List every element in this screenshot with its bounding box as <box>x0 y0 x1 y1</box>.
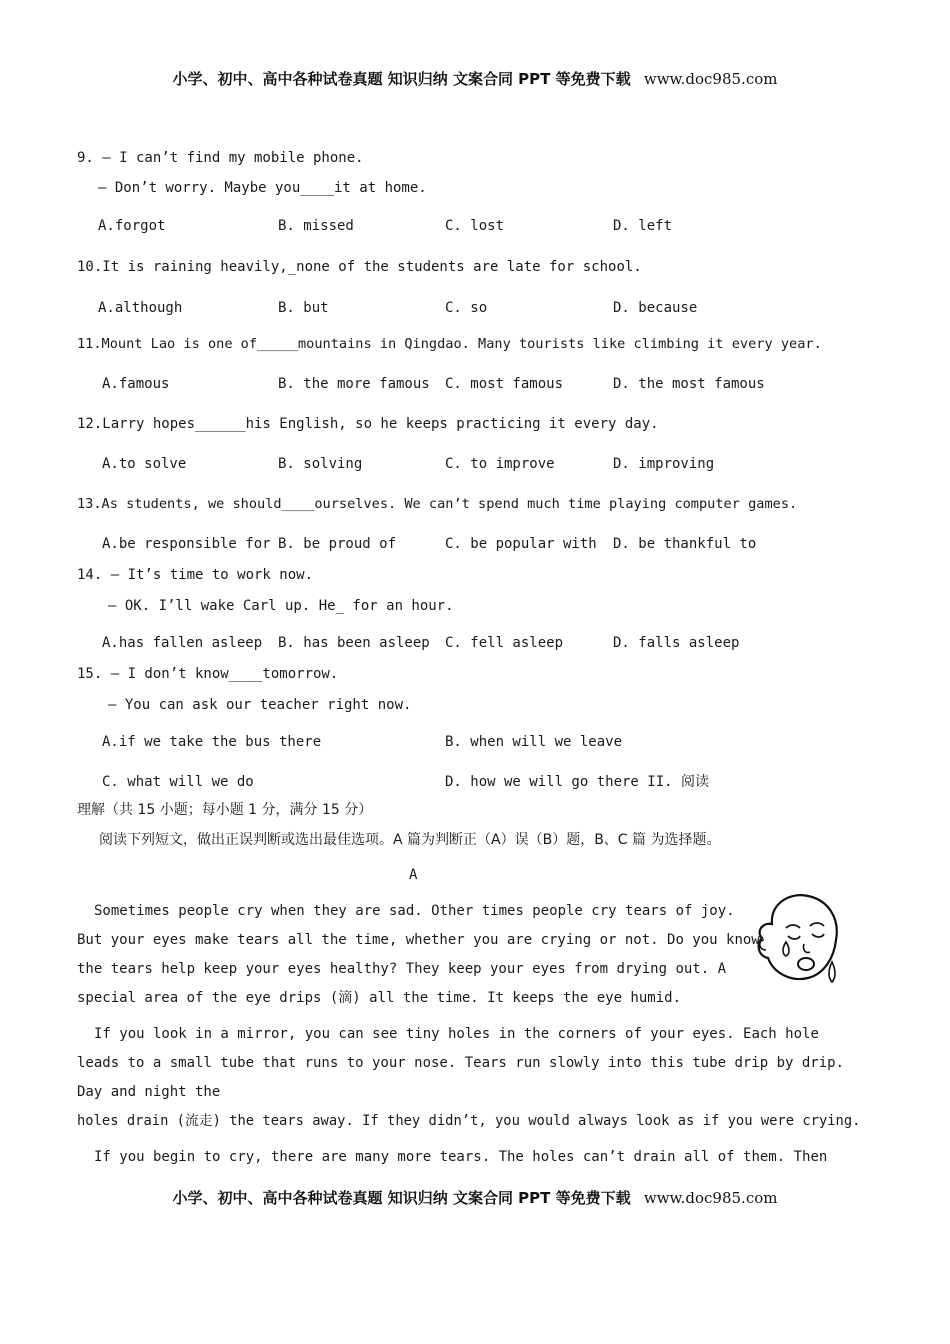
passage-p2-line3: Day and night the <box>77 1084 221 1100</box>
q15-option-c: C. what will we do <box>102 774 254 790</box>
q12-option-c: C. to improve <box>445 456 555 472</box>
q15-option-a: A.if we take the bus there <box>102 734 322 750</box>
section-heading-cont: 理解（共 15 小题；每小题 1 分，满分 15 分） <box>77 802 373 818</box>
section-instruction: 阅读下列短文，做出正误判断或选出最佳选项。A 篇为判断正（A）误（B）题，B、C 篇 为选择题。 <box>99 832 721 848</box>
passage-p1-line1: Sometimes people cry when they are sad. Other times people cry tears of joy. <box>94 903 735 919</box>
q10-prompt: 10.It is raining heavily,_none of the students are late for school. <box>77 259 642 275</box>
q11-option-c: C. most famous <box>445 376 564 392</box>
q9-option-b: B. missed <box>278 218 354 234</box>
passage-p1-line4: special area of the eye drips (滴) all the time. It keeps the eye humid. <box>77 990 682 1006</box>
passage-p1-line3: the tears help keep your eyes healthy? They keep your eyes from drying out. A <box>77 961 727 977</box>
q11-prompt: 11.Mount Lao is one of_____mountains in Qingdao. Many tourists like climbing it every year. <box>77 336 822 352</box>
q12-option-a: A.to solve <box>102 456 187 472</box>
q13-option-c: C. be popular with <box>445 536 597 552</box>
q12-option-d: D. improving <box>613 456 715 472</box>
header-text: 小学、初中、高中各种试卷真题 知识归纳 文案合同 PPT 等免费下载 <box>172 70 631 88</box>
q11-option-a: A.famous <box>102 376 170 392</box>
q15-option-d: D. how we will go there II. 阅读 <box>445 774 710 790</box>
q13-prompt: 13.As students, we should____ourselves. We can’t spend much time playing computer games. <box>77 496 798 512</box>
footer-url[interactable]: www.doc985.com <box>643 1189 778 1207</box>
q15-option-b: B. when will we leave <box>445 734 623 750</box>
crying-face-illustration <box>752 888 848 992</box>
page-footer <box>0 1187 950 1208</box>
passage-p2-line2: leads to a small tube that runs to your nose. Tears run slowly into this tube drip by drip. <box>77 1055 845 1071</box>
q11-option-b: B. the more famous <box>278 376 430 392</box>
q11-option-d: D. the most famous <box>613 376 765 392</box>
footer-text: 小学、初中、高中各种试卷真题 知识归纳 文案合同 PPT 等免费下载 <box>172 1189 631 1207</box>
passage-p1-line2: But your eyes make tears all the time, whether you are crying or not. Do you know <box>77 932 760 948</box>
q14-reply: — OK. I’ll wake Carl up. He_ for an hour. <box>108 598 454 614</box>
q14-option-d: D. falls asleep <box>613 635 740 651</box>
q9-option-d: D. left <box>613 218 673 234</box>
q14-prompt: 14. — It’s time to work now. <box>77 567 314 583</box>
q9-reply: — Don’t worry. Maybe you____it at home. <box>98 180 427 196</box>
q13-option-a: A.be responsible for <box>102 536 271 552</box>
q14-option-a: A.has fallen asleep <box>102 635 263 651</box>
q13-option-d: D. be thankful to <box>613 536 757 552</box>
q10-option-b: B. but <box>278 300 329 316</box>
q14-option-c: C. fell asleep <box>445 635 564 651</box>
page-header <box>0 68 950 89</box>
q14-option-b: B. has been asleep <box>278 635 430 651</box>
q12-prompt: 12.Larry hopes______his English, so he keeps practicing it every day. <box>77 416 659 432</box>
passage-p2-line4: holes drain (流走) the tears away. If they didn’t, you would always look as if you were crying. <box>77 1113 861 1129</box>
passage-p2-line1: If you look in a mirror, you can see tiny holes in the corners of your eyes. Each hole <box>94 1026 819 1042</box>
q10-option-c: C. so <box>445 300 488 316</box>
passage-p3-line1: If you begin to cry, there are many more tears. The holes can’t drain all of them. Then <box>94 1149 828 1165</box>
q10-option-a: A.although <box>98 300 183 316</box>
q13-option-b: B. be proud of <box>278 536 397 552</box>
passage-title: A <box>409 867 418 883</box>
q9-prompt: 9. — I can’t find my mobile phone. <box>77 150 364 166</box>
q9-option-a: A.forgot <box>98 218 166 234</box>
q9-option-c: C. lost <box>445 218 505 234</box>
q12-option-b: B. solving <box>278 456 363 472</box>
q10-option-d: D. because <box>613 300 698 316</box>
q15-reply: — You can ask our teacher right now. <box>108 697 412 713</box>
q15-prompt: 15. — I don’t know____tomorrow. <box>77 666 339 682</box>
header-url[interactable]: www.doc985.com <box>643 70 778 88</box>
